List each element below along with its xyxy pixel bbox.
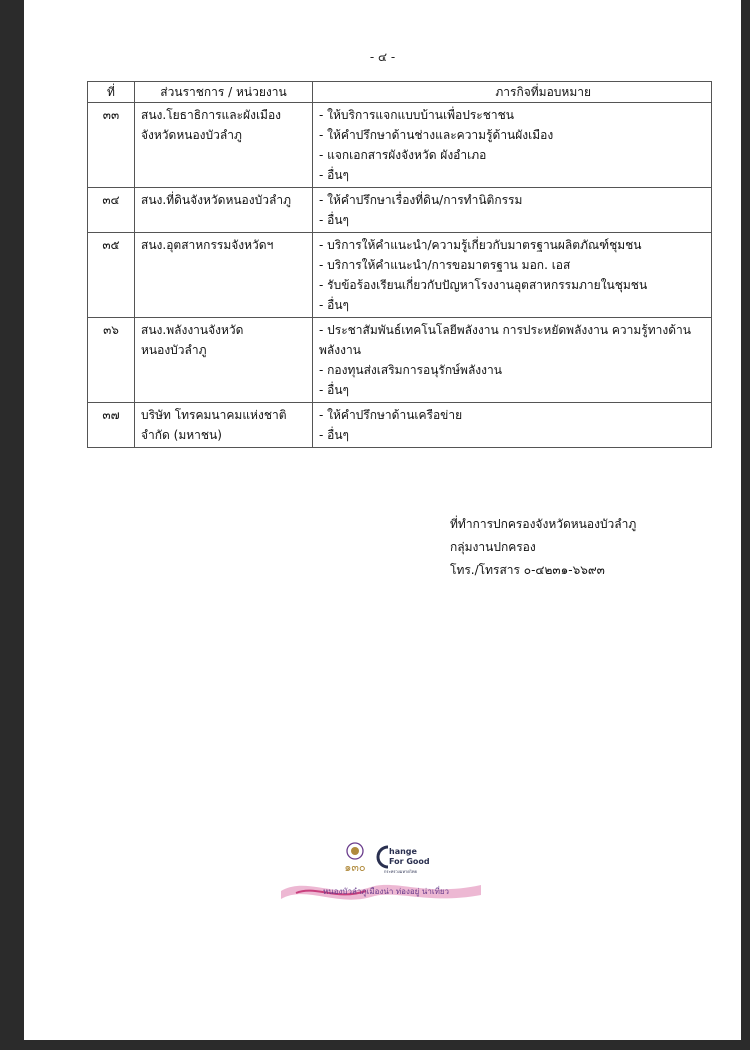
- table-row: [88, 403, 712, 448]
- task-item: - ให้คำปรึกษาเรื่องที่ดิน/การทำนิติกรรม: [319, 193, 523, 207]
- task-item: - ให้คำปรึกษาด้านเครือข่าย: [319, 408, 463, 422]
- task-item: - ให้คำปรึกษาด้านช่างและความรู้ด้านผังเมือง: [319, 128, 554, 142]
- document-page: [24, 0, 741, 1040]
- row-agency: สนง.โยธาธิการและผังเมืองจังหวัดหนองบัวลำภู: [135, 103, 313, 188]
- row-agency: สนง.ที่ดินจังหวัดหนองบัวลำภู: [135, 188, 313, 233]
- task-item: - รับข้อร้องเรียนเกี่ยวกับปัญหาโรงงานอุตสาหกรรมภายในชุมชน: [319, 278, 648, 292]
- logo-area: [276, 838, 486, 908]
- change-sub: กระทรวงมหาดไทย: [384, 869, 417, 874]
- task-item: - อื่นๆ: [319, 168, 349, 182]
- group-name: กลุ่มงานปกครอง: [450, 540, 536, 554]
- page-number: - ๔ -: [369, 50, 396, 64]
- table-row: [88, 103, 712, 188]
- row-tasks: [313, 188, 712, 233]
- header-no: ที่: [88, 82, 135, 103]
- table-header-row: [88, 82, 712, 103]
- table-row: [88, 233, 712, 318]
- seal-130-icon: [338, 841, 372, 875]
- row-number: ๓๔: [88, 188, 135, 233]
- row-tasks: [313, 318, 712, 403]
- task-item: - อื่นๆ: [319, 213, 349, 227]
- duties-table: [87, 81, 712, 448]
- row-agency: บริษัท โทรคมนาคมแห่งชาติ จำกัด (มหาชน): [135, 403, 313, 448]
- task-item: - ประชาสัมพันธ์เทคโนโลยีพลังงาน การประหยัดพลังงาน ความรู้ทางด้านพลังงาน: [319, 323, 691, 357]
- task-item: - ให้บริการแจกแบบบ้านเพื่อประชาชน: [319, 108, 514, 122]
- table-row: [88, 318, 712, 403]
- header-agency: ส่วนราชการ / หน่วยงาน: [135, 82, 313, 103]
- row-number: ๓๕: [88, 233, 135, 318]
- seal-text: ๑๓๐: [344, 861, 366, 874]
- task-item: - อื่นๆ: [319, 428, 349, 442]
- office-name: ที่ทำการปกครองจังหวัดหนองบัวลำภู: [450, 517, 637, 531]
- task-item: - อื่นๆ: [319, 298, 349, 312]
- row-agency: สนง.พลังงานจังหวัดหนองบัวลำภู: [135, 318, 313, 403]
- task-item: - บริการให้คำแนะนำ/การขอมาตรฐาน มอก. เอส: [319, 258, 571, 272]
- row-tasks: [313, 103, 712, 188]
- task-item: - บริการให้คำแนะนำ/ความรู้เกี่ยวกับมาตรฐานผลิตภัณฑ์ชุมชน: [319, 238, 642, 252]
- row-agency: สนง.อุตสาหกรรมจังหวัดฯ: [135, 233, 313, 318]
- task-item: - แจกเอกสารผังจังหวัด ผังอำเภอ: [319, 148, 487, 162]
- row-number: ๓๗: [88, 403, 135, 448]
- row-tasks: [313, 233, 712, 318]
- ribbon-banner: [276, 871, 486, 909]
- row-number: ๓๓: [88, 103, 135, 188]
- row-tasks: [313, 403, 712, 448]
- header-tasks: ภารกิจที่มอบหมาย: [313, 82, 712, 103]
- ribbon-text: หนองบัวลำภูเมืองน่า ท่องอยู่ น่าเที่ยว: [322, 887, 450, 896]
- row-number: ๓๖: [88, 318, 135, 403]
- phone-fax: โทร./โทรสาร ๐-๔๒๓๑-๖๖๙๓: [450, 563, 605, 577]
- signature-block: [450, 513, 636, 582]
- table-row: [88, 188, 712, 233]
- change-line1: hange: [389, 847, 417, 856]
- task-item: - อื่นๆ: [319, 383, 349, 397]
- task-item: - กองทุนส่งเสริมการอนุรักษ์พลังงาน: [319, 363, 502, 377]
- change-line2: For Good: [389, 857, 430, 866]
